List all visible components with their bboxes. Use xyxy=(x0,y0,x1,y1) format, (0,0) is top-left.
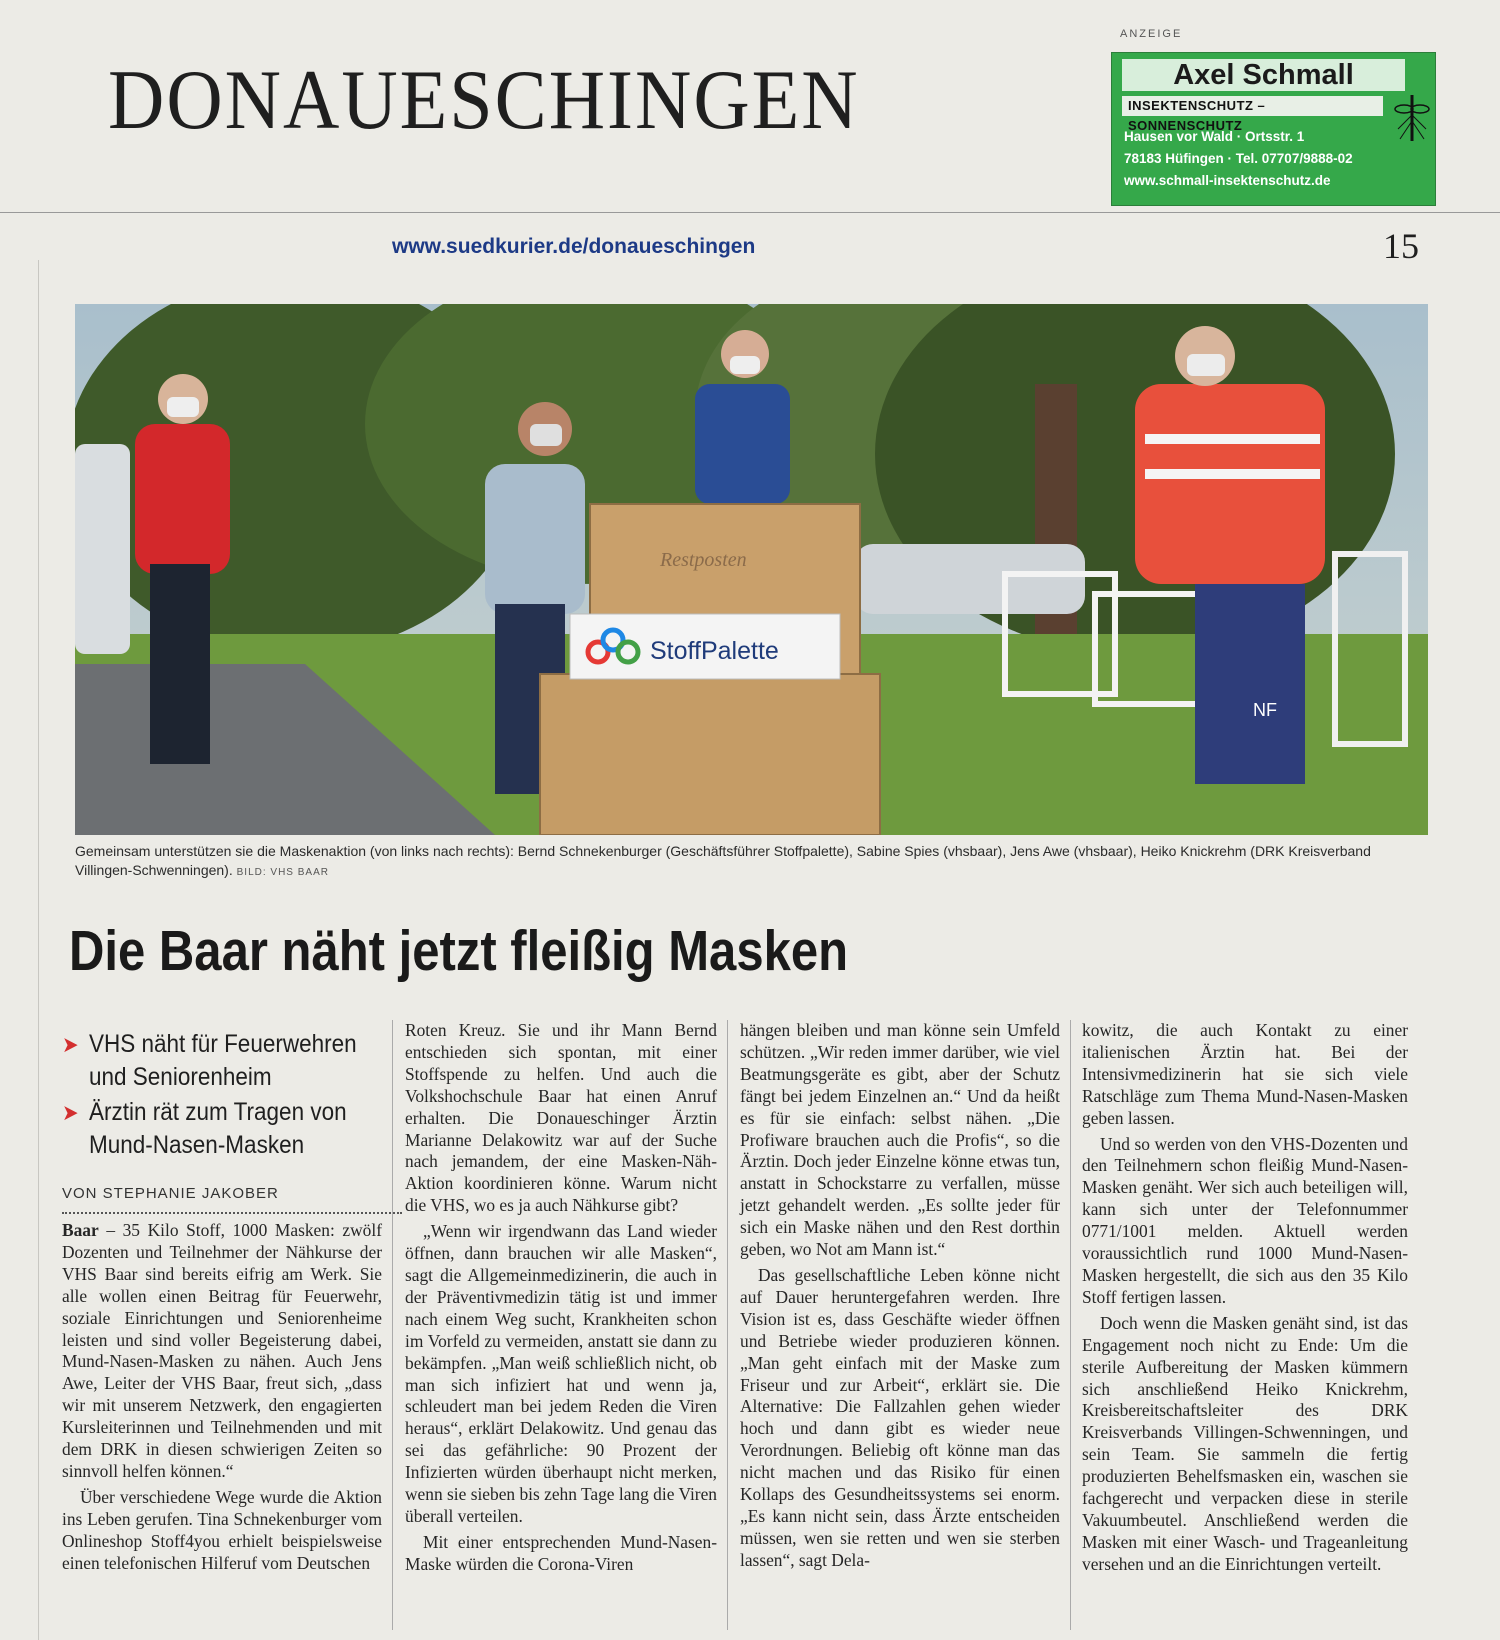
photo-sign-text: StoffPalette xyxy=(650,637,779,665)
paragraph xyxy=(62,1220,382,1483)
column-divider xyxy=(392,1020,393,1630)
insect-icon xyxy=(1394,91,1430,147)
byline-divider xyxy=(62,1212,402,1214)
article-column-3 xyxy=(740,1020,1060,1572)
paragraph: kowitz, die auch Kontakt zu einer italienischen Ärztin hat. Bei der Intensivmedizinerin hat sie sich viele Ratschläge zum Thema Mund-Nasen-Masken geben lassen. xyxy=(1082,1020,1408,1128)
advert-website: www.schmall-insektenschutz.de xyxy=(1124,173,1331,188)
paragraph: Mit einer entsprechenden Mund-Nasen-Maske würden die Corona-Viren xyxy=(405,1531,717,1574)
section-url: www.suedkurier.de/donaueschingen xyxy=(392,235,756,258)
masthead-title: DONAUESCHINGEN xyxy=(108,52,860,147)
article-photo xyxy=(75,304,1428,835)
dateline: Baar xyxy=(62,1220,99,1240)
advert-tagline: INSEKTENSCHUTZ – SONNENSCHUTZ xyxy=(1122,96,1383,116)
paragraph: Doch wenn die Masken genäht sind, ist das Engagement noch nicht zu Ende: Um die sterile Aufbereitung der Masken kümmern sich anschließend Heiko Knickrehm, Kreisbereitschaftsleiter des DRK Kreisverbands Villingen-Schwenningen, und sein Team. Sie sammeln die fertig produzierten Behelfsmasken ein, waschen sie fachgerecht und verpacken diese in sterile Vakuumbeutel. Anschließend werden die Masken mit einer Wasch- und Trageanleitung versehen und an die Einrichtungen verteilt. xyxy=(1082,1312,1408,1574)
photo-caption xyxy=(75,842,1405,882)
advert-label: ANZEIGE xyxy=(1120,28,1183,40)
article-column-4 xyxy=(1082,1020,1408,1576)
article-column-1 xyxy=(62,1220,382,1575)
paragraph: Über verschiedene Wege wurde die Aktion ins Leben gerufen. Tina Schnekenburger vom Onlineshop Stoff4you erhielt beispielsweise einen telefonischen Hilferuf vom Deutschen xyxy=(62,1486,382,1573)
caption-text: Gemeinsam unterstützen sie die Maskenaktion (von links nach rechts): Bernd Schnekenburger (Geschäftsführer Stoffpalette), Sabine Spies (vhsbaar), Jens Awe (vhsbaar), Heiko Knickrehm (DRK Kreisverband Villingen-Schwenningen). xyxy=(75,843,1371,878)
advert-address-line1: Hausen vor Wald · Ortsstr. 1 xyxy=(1124,129,1305,144)
advert-name: Axel Schmall xyxy=(1122,59,1405,91)
photo-credit: BILD: VHS BAAR xyxy=(236,867,329,878)
paragraph: Und so werden von den VHS-Dozenten und den Teilnehmern schon fleißig Mund-Nasen-Masken genäht. Wer sich auch beteiligen will, kann sich unter der Telefonnummer 0771/1001 melden. Aktuell werden voraussichtlich rund 1000 Mund-Nasen-Masken hergestellt, die sich aus den 35 Kilo Stoff fertigen lassen. xyxy=(1082,1133,1408,1307)
byline: VON STEPHANIE JAKOBER xyxy=(62,1185,279,1202)
article-column-2 xyxy=(405,1020,717,1576)
red-arrow-icon: ➤ xyxy=(62,1032,79,1057)
paragraph: hängen bleiben und man könne sein Umfeld schützen. „Wir reden immer darüber, wie viel Beatmungsgeräte es gibt, aber der Schutz fängt bei jedem Einzelnen an.“ Und da heißt es für sie einfach: selbst nähen. „Die Profiware brauchen auch die Profis“, so die Ärztin. Doch jeder Einzelne könne etwas tun, anstatt in Schockstarre zu verfallen, müsse jetzt gehandelt werden. „Es sollte jeder für sich ein Maske nähen und den Rest dorthin geben, wo Not am Mann ist.“ xyxy=(740,1020,1060,1260)
bullet-item xyxy=(62,1096,368,1162)
header-rule xyxy=(0,212,1500,213)
page-number: 15 xyxy=(1383,226,1419,266)
red-arrow-icon: ➤ xyxy=(62,1100,79,1125)
advertisement xyxy=(1111,52,1436,206)
photo-vest-badge: NF xyxy=(1253,700,1277,720)
advert-address-line2: 78183 Hüfingen · Tel. 07707/9888-02 xyxy=(1124,151,1353,166)
paragraph: „Wenn wir irgendwann das Land wieder öffnen, dann brauchen wir alle Masken“, sagt die Allgemeinmedizinerin, die auch in der Präventivmedizin tätig ist und immer nach einem Weg sucht, Krankheiten schon im Vorfeld zu vermeiden, anstatt sie dann zu bekämpfen. „Man weiß schließlich nicht, ob man sich infiziert hat und wenn ja, schleudert man bei jedem Reden die Viren heraus“, erklärt Delakowitz. Und genau das sei das gefährliche: 90 Prozent der Infizierten würden überhaupt nicht merken, wenn sie sieben bis zehn Tage lang die Viren überall verteilen. xyxy=(405,1221,717,1526)
paragraph-text: – 35 Kilo Stoff, 1000 Masken: zwölf Dozenten und Teilnehmer der Nähkurse der VHS Baar sind bereits eifrig am Werk. Sie alle wollen einen Beitrag für Feuerwehr, soziale Einrichtungen und Seniorenheime leisten und sind voller Begeisterung dabei, Mund-Nasen-Masken zu nähen. Auch Jens Awe, Leiter der VHS Baar, freut sich, „dass wir mit unserem Netzwerk, den engagierten Kursleiterinnen und Teilnehmenden und mit dem DRK in diesen schwierigen Zeiten so sinnvoll helfen können.“ xyxy=(62,1220,382,1481)
paragraph: Roten Kreuz. Sie und ihr Mann Bernd entschieden sich spontan, mit einer Stoffspende zu helfen. Und auch die Volkshochschule Baar hat einen Anruf erhalten. Die Donaueschinger Ärztin Marianne Delakowitz war auf der Suche nach jemandem, der eine Masken-Näh-Aktion koordinieren könne. Warum nicht die VHS, wo es ja auch Nähkurse gibt? xyxy=(405,1020,717,1216)
adjacent-page-edge xyxy=(0,260,39,1640)
summary-bullets xyxy=(62,1028,368,1164)
box-handwriting: Restposten xyxy=(660,549,747,571)
bullet-text: Ärztin rät zum Tragen von Mund-Nasen-Masken xyxy=(89,1098,347,1159)
article-headline: Die Baar näht jetzt fleißig Masken xyxy=(69,919,849,983)
column-divider xyxy=(1070,1020,1071,1630)
bullet-text: VHS näht für Feuerwehren und Seniorenheim xyxy=(89,1030,357,1091)
paragraph: Das gesellschaftliche Leben könne nicht auf Dauer heruntergefahren werden. Ihre Vision ist es, dass Geschäfte wieder öffnen und Betriebe wieder produzieren können. „Man geht einfach mit der Maske zum Friseur und zur Arbeit“, erklärt sie. Die Alternative: Die Fallzahlen gehen wieder hoch und dann gibt es wieder neue Verordnungen. Beliebig oft könne man das nicht machen und das Risiko für einen Kollaps des Gesundheitssystems sei enorm. „Es kann nicht sein, dass Ärzte entscheiden müssen, wen sie retten und wen sie sterben lassen“, sagt Dela- xyxy=(740,1264,1060,1570)
column-divider xyxy=(727,1020,728,1630)
bullet-item xyxy=(62,1028,368,1094)
